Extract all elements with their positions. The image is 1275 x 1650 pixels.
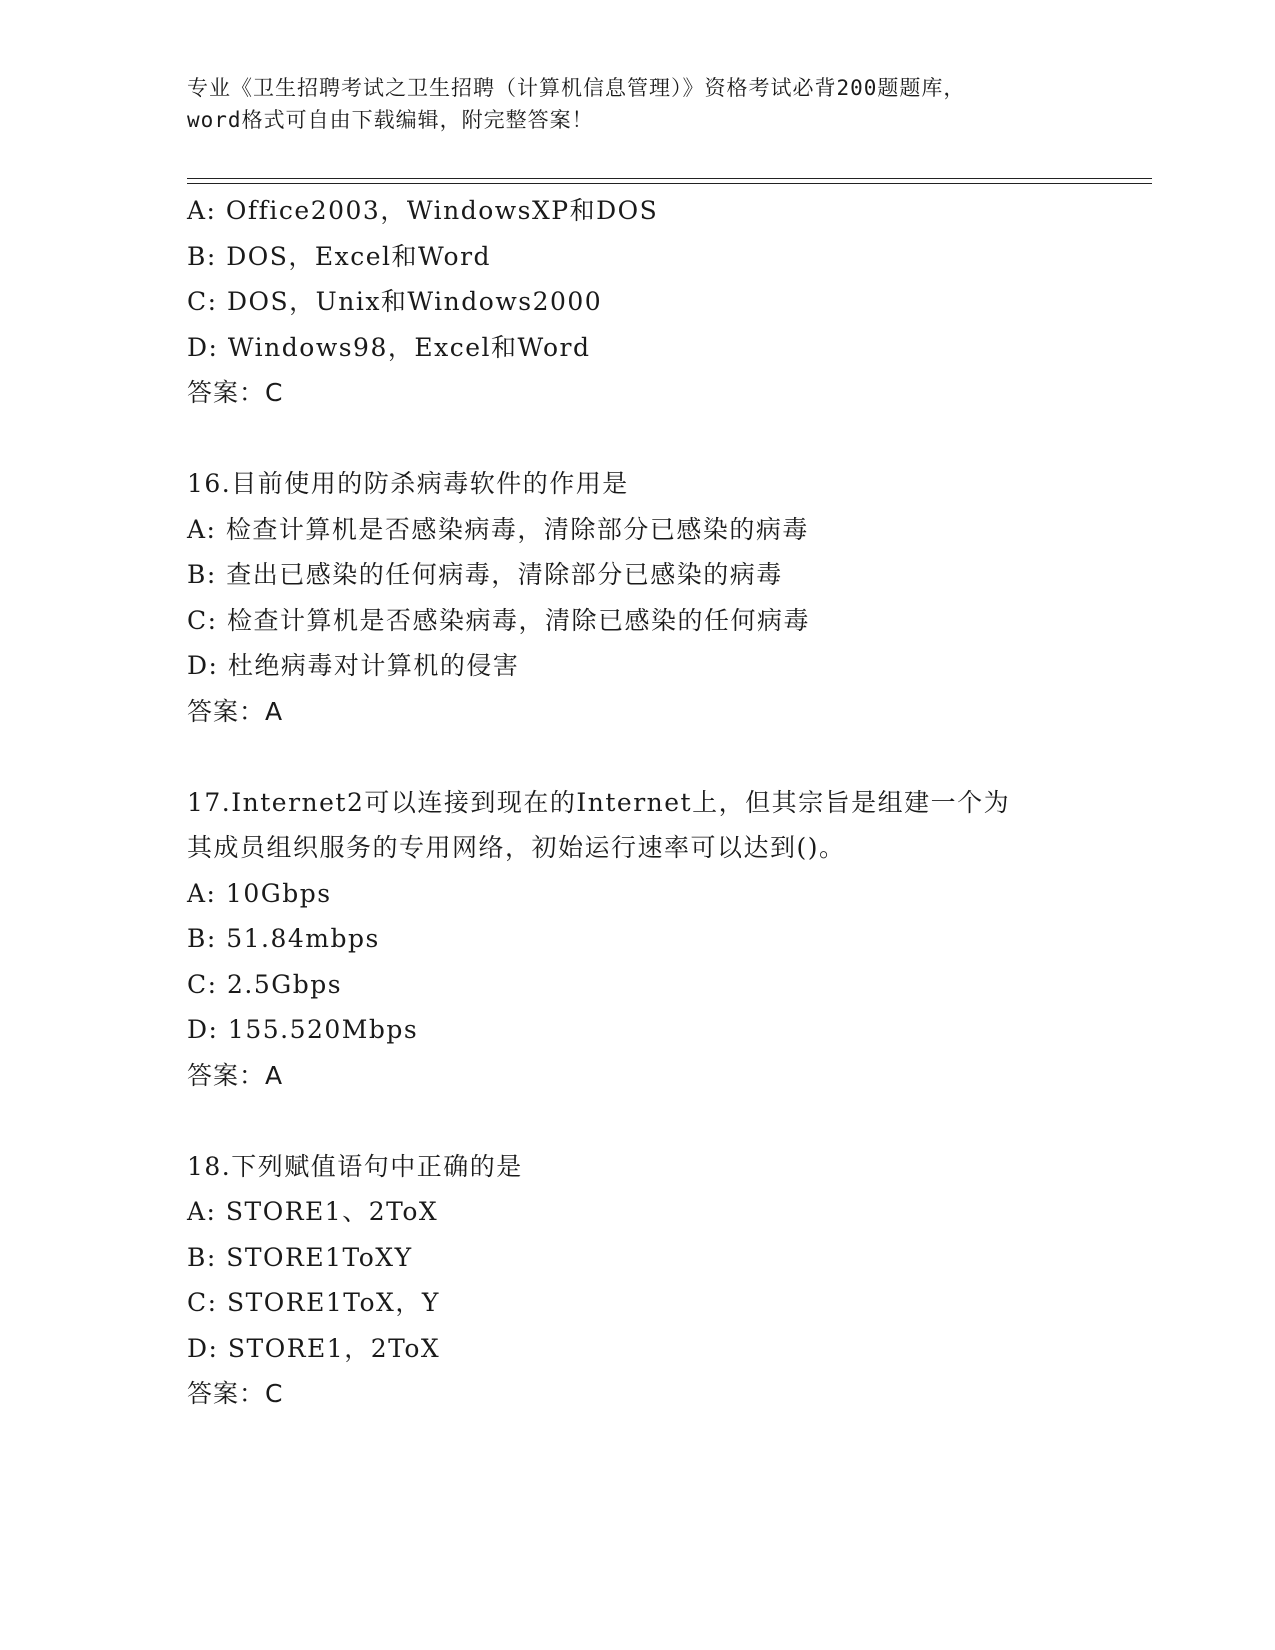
question-18: [187, 1144, 1147, 1417]
question-list: [187, 188, 1147, 1417]
header-line-2: word格式可自由下载编辑，附完整答案！: [187, 108, 594, 132]
option-a: A: 检查计算机是否感染病毒，清除部分已感染的病毒: [187, 514, 809, 544]
answer-line: 答案：A: [187, 1060, 284, 1090]
header-divider-bottom: [187, 183, 1152, 184]
document-header: [187, 72, 1087, 136]
option-c: C: 2.5Gbps: [187, 969, 343, 999]
question-stem: 16.目前使用的防杀病毒软件的作用是: [187, 469, 629, 498]
option-c: C: DOS，Unix和Windows2000: [187, 287, 603, 316]
answer-line: 答案：C: [187, 378, 284, 407]
spacer: [187, 1098, 1147, 1144]
question-stem-line-1: 17.Internet2可以连接到现在的Internet上，但其宗旨是组建一个为: [187, 787, 1011, 817]
option-a: A: STORE1、2ToX: [187, 1197, 439, 1226]
header-line-1: 专业《卫生招聘考试之卫生招聘（计算机信息管理）》资格考试必背200题题库，: [187, 76, 966, 100]
option-b: B: 查出已感染的任何病毒，清除部分已感染的病毒: [187, 560, 783, 589]
option-d: D: Windows98，Excel和Word: [187, 332, 591, 362]
option-b: B: 51.84mbps: [187, 924, 380, 953]
answer-line: 答案：C: [187, 1379, 284, 1408]
option-a: A: 10Gbps: [187, 878, 332, 908]
option-c: C: STORE1ToX，Y: [187, 1288, 440, 1317]
spacer: [187, 734, 1147, 780]
option-a: A: Office2003，WindowsXP和DOS: [187, 196, 659, 225]
option-d: D: 杜绝病毒对计算机的侵害: [187, 651, 520, 680]
answer-line: 答案：A: [187, 696, 284, 726]
option-d: D: STORE1，2ToX: [187, 1333, 441, 1363]
option-d: D: 155.520Mbps: [187, 1015, 419, 1044]
question-stem-line-2: 其成员组织服务的专用网络，初始运行速率可以达到()。: [187, 833, 846, 862]
option-b: B: STORE1ToXY: [187, 1242, 413, 1272]
option-b: B: DOS，Excel和Word: [187, 241, 492, 271]
question-16: [187, 461, 1147, 734]
question-stem: 18.下列赋值语句中正确的是: [187, 1151, 523, 1181]
spacer: [187, 416, 1147, 462]
question-15: [187, 188, 1147, 416]
option-c: C: 检查计算机是否感染病毒，清除已感染的任何病毒: [187, 605, 811, 635]
header-divider-top: [187, 178, 1152, 179]
question-17: [187, 780, 1147, 1099]
